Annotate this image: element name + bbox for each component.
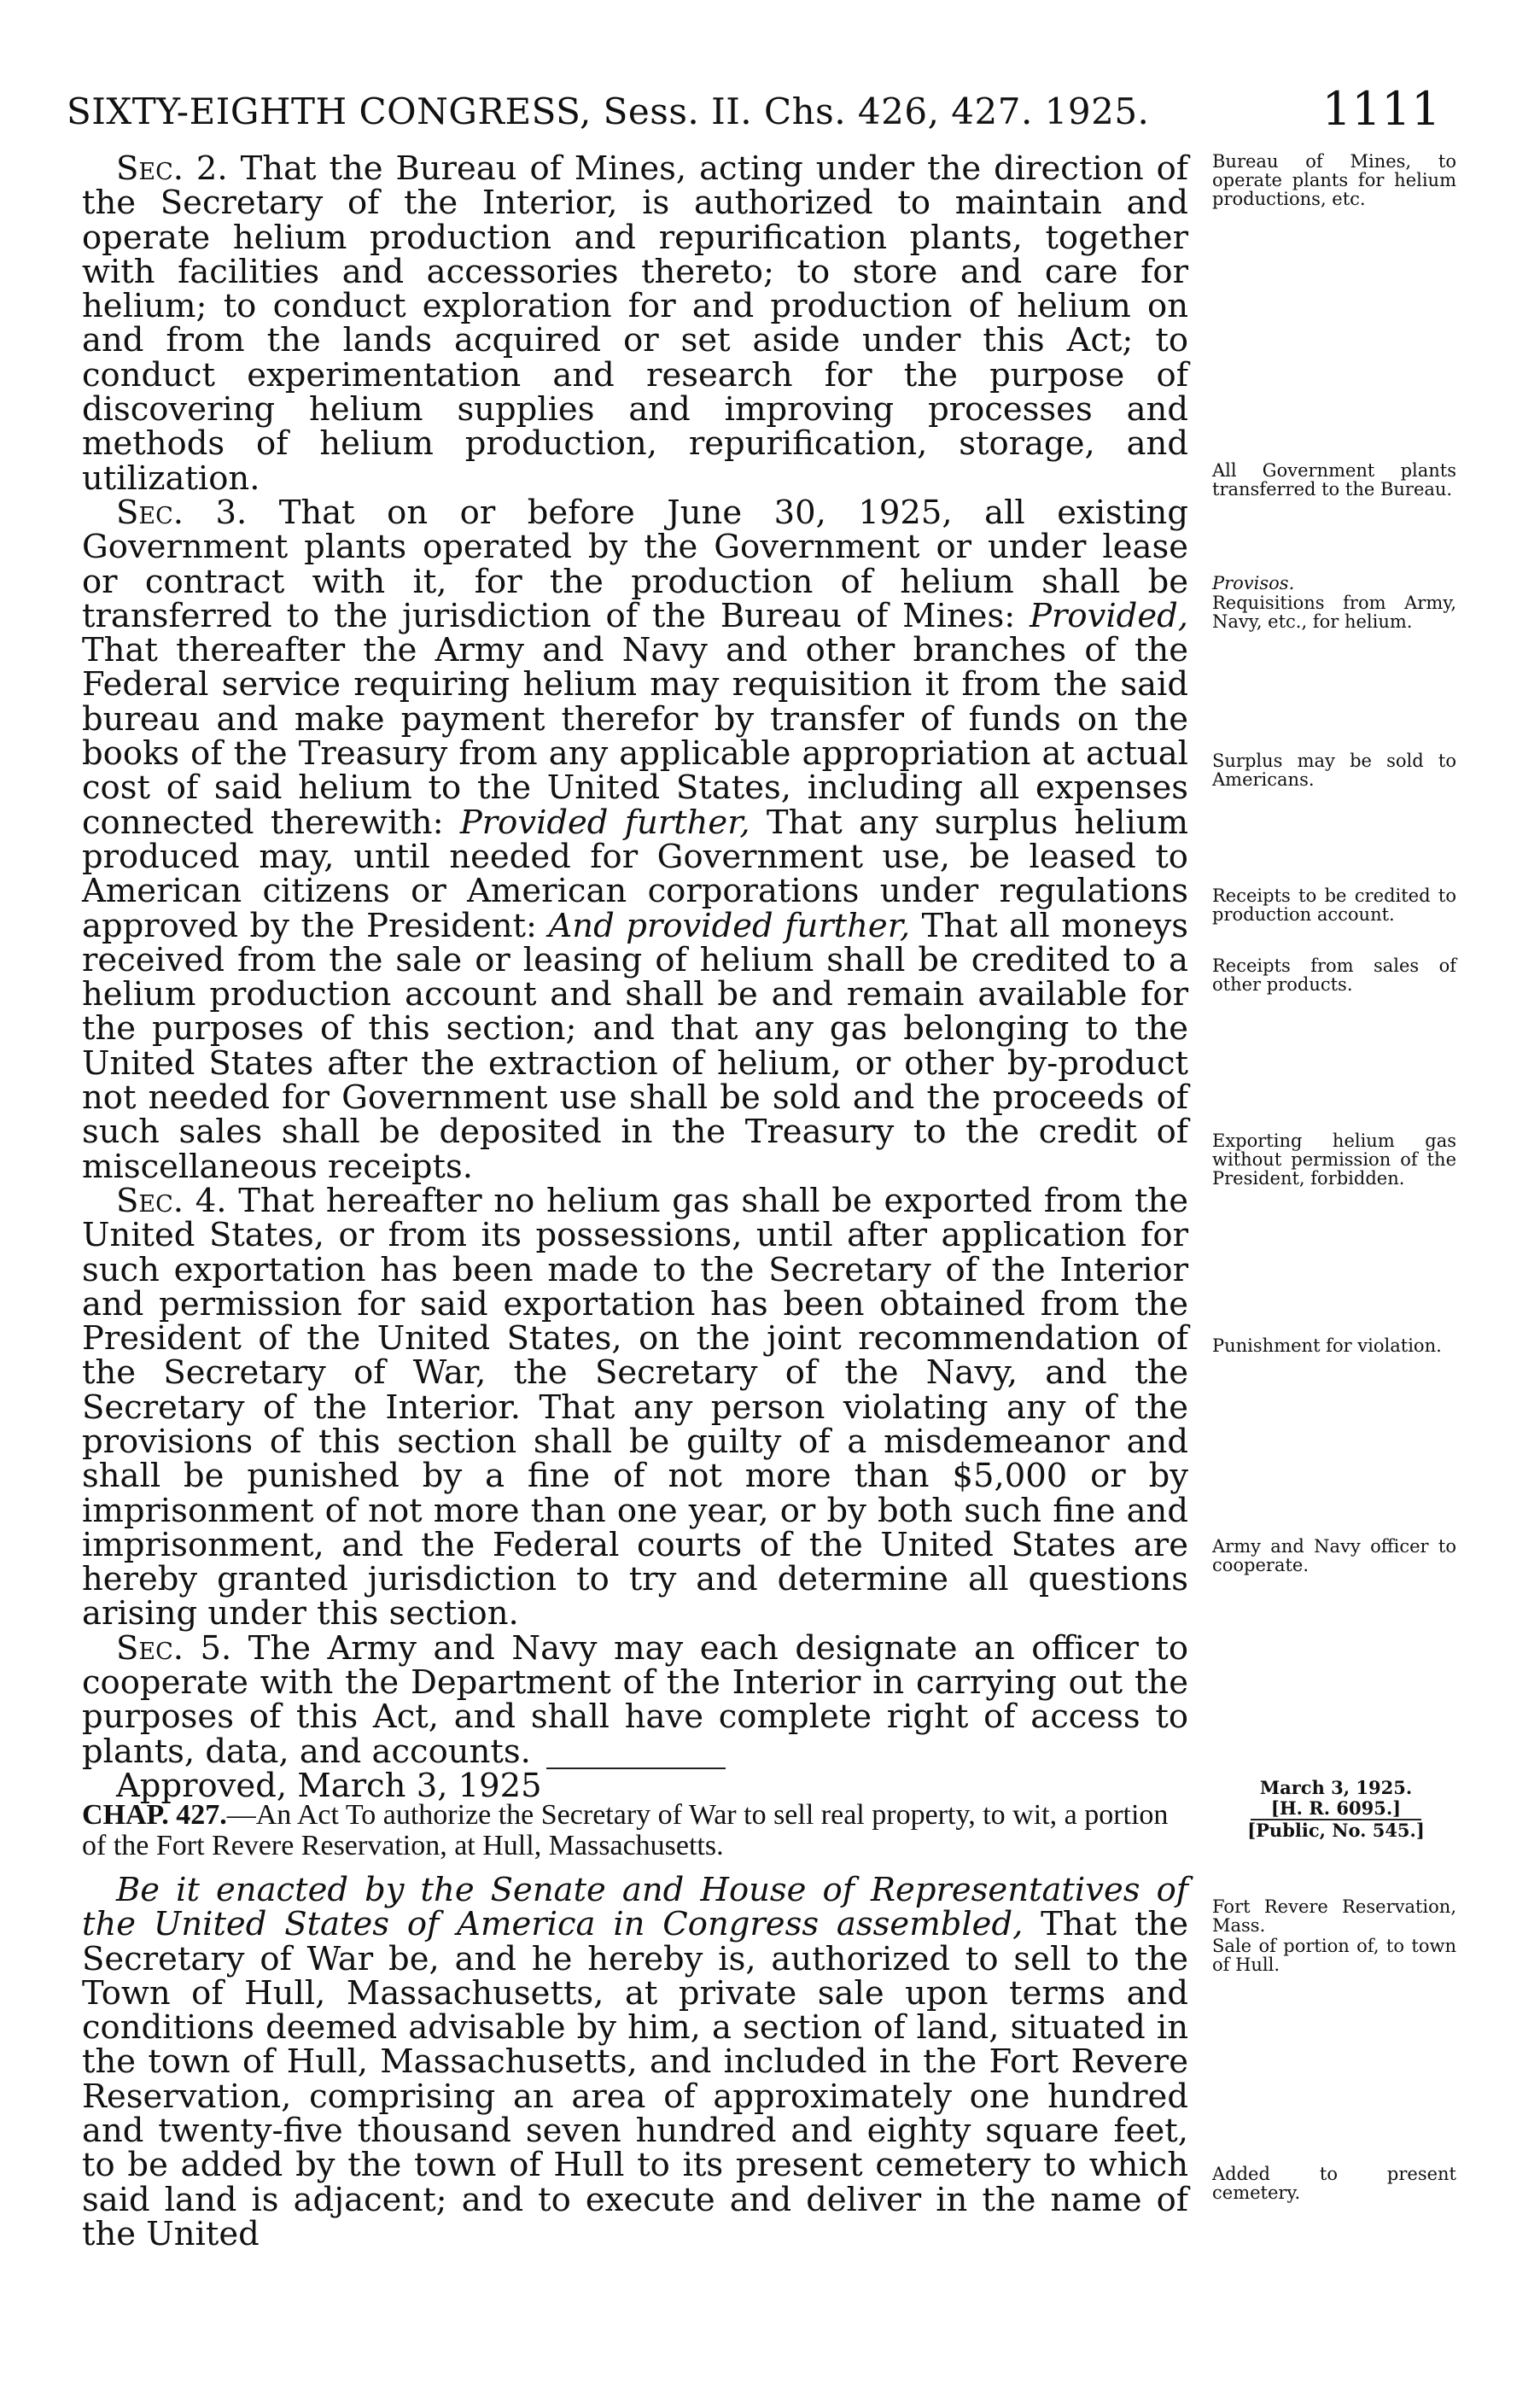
- section-4: [82, 1181, 1188, 1633]
- margin-note-provisos: Provisos.: [1212, 573, 1295, 593]
- section-4-label: Sec. 4.: [116, 1181, 227, 1220]
- chapter-427-public-number: [Public, No. 545.]: [1247, 1820, 1425, 1841]
- section-3-text-b: That thereafter the Army and Navy and other branches of the Federal service requiring helium may requisition it from the said bureau and make payment therefor by transfer of funds on the books of the Treasury from any applicable appropriation at actual cost of said helium to the United States, including all expenses connected therewith:: [82, 631, 1188, 842]
- section-2: [82, 149, 1188, 498]
- section-3-provided-further: Provided further,: [459, 803, 750, 842]
- enacting-clause: Be it enacted by the Senate and House of Representatives of the United States of America in Congress assembled,: [82, 1871, 1188, 1944]
- section-5-label: Sec. 5.: [116, 1628, 232, 1668]
- section-5-text: The Army and Navy may each designate an officer to cooperate with the Department of the Interior in carrying out the purposes of this Act, and shall have complete right of access to plants, data, and accounts.: [82, 1628, 1189, 1771]
- section-3-text-c: That any surplus helium produced may, until needed for Government use, be leased to American citizens or American corporations under regulations approved by the President:: [82, 803, 1188, 945]
- margin-note-punishment: Punishment for violation.: [1212, 1335, 1442, 1356]
- section-3-text-d: That all moneys received from the sale or leasing of helium shall be credited to a helium production account and shall be and remain available for the purposes of this section; and that any gas belonging to the United States after the extraction of helium, or other by-product not needed for Government use shall be sold and the proceeds of such sales shall be deposited in the Treasury to the credit of miscellaneous receipts.: [82, 906, 1189, 1186]
- margin-note-fort-revere: Fort Revere Reservation, Mass.: [1212, 1896, 1456, 1936]
- chapter-427-text: [82, 1873, 1188, 2252]
- chapter-427-title: —An Act To authorize the Secretary of War to sell real property, to wit, a portion of the Fort Revere Reservation, at Hull, Massachusetts.: [82, 1799, 1169, 1861]
- running-head: [67, 82, 1441, 142]
- margin-note-all-government-plants: All Government plants transferred to the Bureau.: [1212, 460, 1456, 500]
- margin-note-requisitions: Requisitions from Army, Navy, etc., for helium.: [1212, 593, 1456, 632]
- chapter-426-text: [82, 149, 1189, 1805]
- margin-note-sale-portion: Sale of portion of, to town of Hull.: [1212, 1936, 1456, 1975]
- chapter-427-label: CHAP. 427.: [82, 1799, 227, 1831]
- section-3-provided: Provided,: [1030, 596, 1188, 635]
- chapter-427-heading: [82, 1800, 1188, 1861]
- margin-note-surplus: Surplus may be sold to Americans.: [1212, 751, 1456, 790]
- chapter-427-bill-number: [H. R. 6095.]: [1251, 1798, 1421, 1820]
- margin-note-added-cemetery: Added to present cemetery.: [1212, 2164, 1456, 2203]
- chapter-427-info: [1221, 1778, 1451, 1841]
- approval-line: Approved, March 3, 1925: [116, 1766, 542, 1805]
- section-3-and-provided-further: And provided further,: [548, 906, 911, 945]
- chapter-427-body-text: That the Secretary of War be, and he hereby is, authorized to sell to the Town of Hull, Massachusetts, at private sale upon terms and conditions deemed advisable by him, a section of land, situated in the town of Hull, Massachusetts, and included in the Fort Revere Reservation, comprising an area of approximately one hundred and twenty-five thousand seven hundred and eighty square feet, to be added by the town of Hull to its present cemetery to which said land is adjacent; and to execute and deliver in the name of the United: [82, 1905, 1188, 2253]
- chapter-divider-rule: [546, 1768, 726, 1769]
- margin-note-army-navy-officer: Army and Navy officer to cooperate.: [1212, 1536, 1456, 1575]
- page-number: 1111: [1321, 82, 1441, 136]
- section-3-text-a: That on or before June 30, 1925, all existing Government plants operated by the Government or under lease or contract with it, for the production of helium shall be transferred to the jurisdiction of the Bureau of Mines:: [82, 493, 1188, 635]
- section-2-label: Sec. 2.: [116, 149, 228, 188]
- section-5: [82, 1628, 1189, 1771]
- section-4-text: That hereafter no helium gas shall be exported from the United States, or from its possessions, until after application for such exportation has been made to the Secretary of the Interior and permission for said exportation has been obtained from the President of the United States, on the joint recommendation of the Secretary of War, the Secretary of the Navy, and the Secretary of the Interior. That any person violating any of the provisions of this section shall be guilty of a misdemeanor and shall be punished by a fine of not more than $5,000 or by imprisonment of not more than one year, or by both such fine and imprisonment, and the Federal courts of the United States are hereby granted jurisdiction to try and determine all questions arising under this section.: [82, 1181, 1188, 1633]
- section-2-text: That the Bureau of Mines, acting under the direction of the Secretary of the Interior, is authorized to maintain and operate helium production and repurification plants, together with facilities and accessories thereto; to store and care for helium; to conduct exploration for and production of helium on and from the lands acquired or set aside under this Act; to conduct experimentation and research for the purpose of discovering helium supplies and improving processes and methods of helium production, repurification, storage, and utilization.: [82, 149, 1188, 498]
- margin-note-bureau-of-mines: Bureau of Mines, to operate plants for helium productions, etc.: [1212, 151, 1456, 209]
- margin-note-exporting: Exporting helium gas without permission of the President, forbidden.: [1212, 1131, 1456, 1189]
- margin-note-receipts-credited: Receipts to be credited to production account.: [1212, 885, 1456, 925]
- section-3-label: Sec. 3.: [116, 493, 248, 532]
- section-3: [82, 493, 1189, 1186]
- chapter-427-date: March 3, 1925.: [1259, 1777, 1413, 1798]
- chapter-427-body: [82, 1873, 1188, 2252]
- running-head-text: SIXTY-EIGHTH CONGRESS, Sess. II. Chs. 426, 427. 1925.: [67, 91, 1150, 132]
- margin-note-receipts-sales: Receipts from sales of other products.: [1212, 955, 1456, 995]
